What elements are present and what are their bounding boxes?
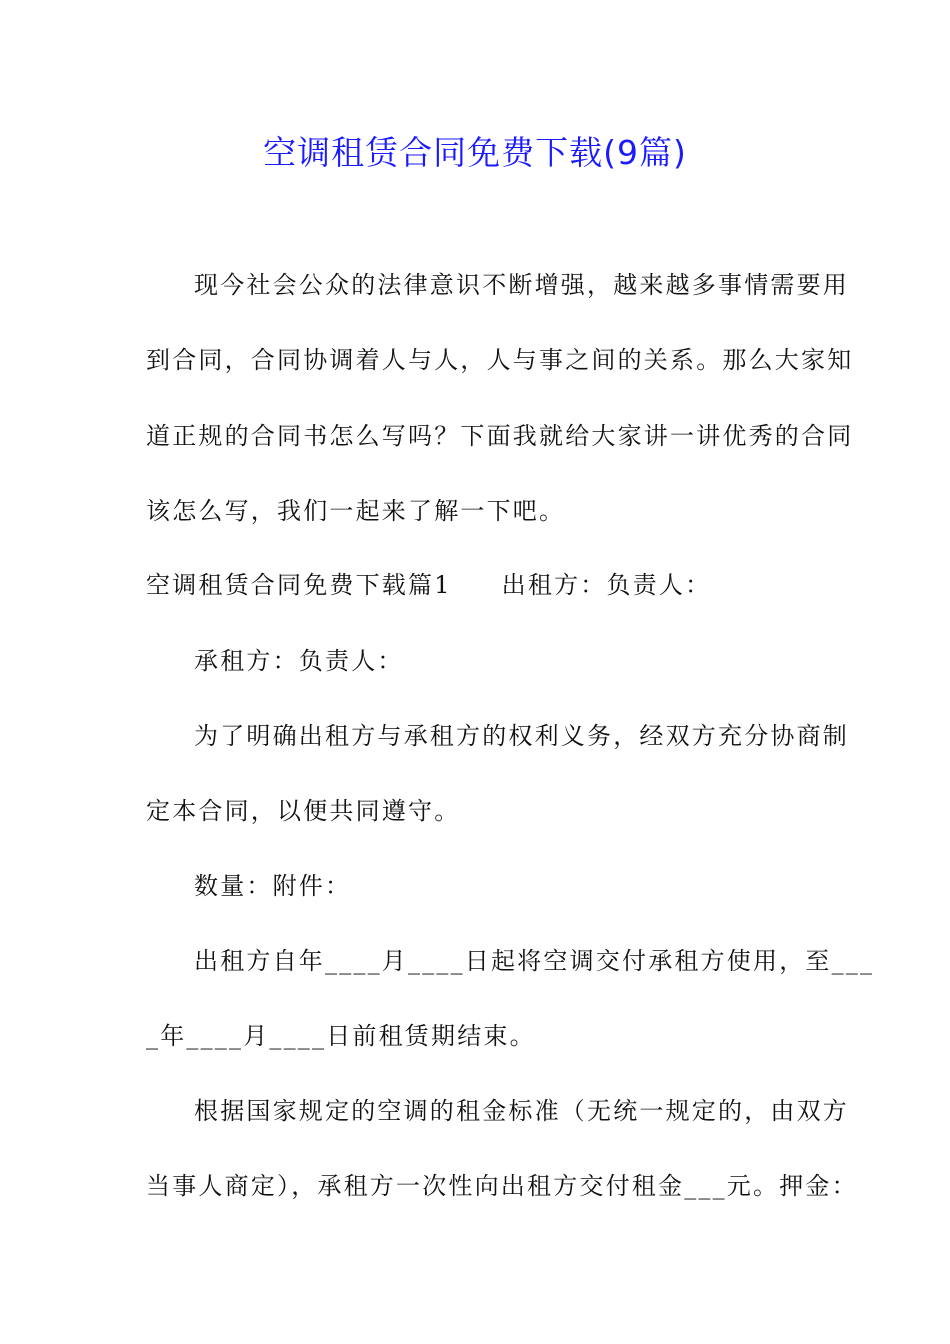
section-heading: 空调租赁合同免费下载篇1 bbox=[146, 571, 452, 599]
rent-line-2: 当事人商定），承租方一次性向出租方交付租金___元。押金： bbox=[146, 1172, 858, 1200]
document-title: 空调租赁合同免费下载(9篇) bbox=[263, 133, 687, 172]
lessor-line: 出租方：负责人： bbox=[501, 571, 712, 599]
intro-line-1: 现今社会公众的法律意识不断增强，越来越多事情需要用 bbox=[194, 271, 849, 299]
rent-line-1: 根据国家规定的空调的租金标准（无统一规定的，由双方 bbox=[194, 1097, 849, 1125]
purpose-line-1: 为了明确出租方与承租方的权利义务，经双方充分协商制 bbox=[194, 722, 849, 750]
intro-line-4: 该怎么写，我们一起来了解一下吧。 bbox=[146, 497, 566, 525]
purpose-line-2: 定本合同，以便共同遵守。 bbox=[146, 797, 461, 825]
intro-line-2: 到合同，合同协调着人与人，人与事之间的关系。那么大家知 bbox=[146, 346, 854, 374]
term-line-1: 出租方自年____月____日起将空调交付承租方使用，至___ bbox=[194, 947, 875, 975]
term-line-2: _年____月____日前租赁期结束。 bbox=[146, 1022, 536, 1050]
quantity-line: 数量：附件： bbox=[194, 872, 352, 900]
intro-line-3: 道正规的合同书怎么写吗？下面我就给大家讲一讲优秀的合同 bbox=[146, 422, 854, 450]
section-heading-row bbox=[146, 568, 711, 602]
lessee-line: 承租方：负责人： bbox=[194, 647, 404, 675]
